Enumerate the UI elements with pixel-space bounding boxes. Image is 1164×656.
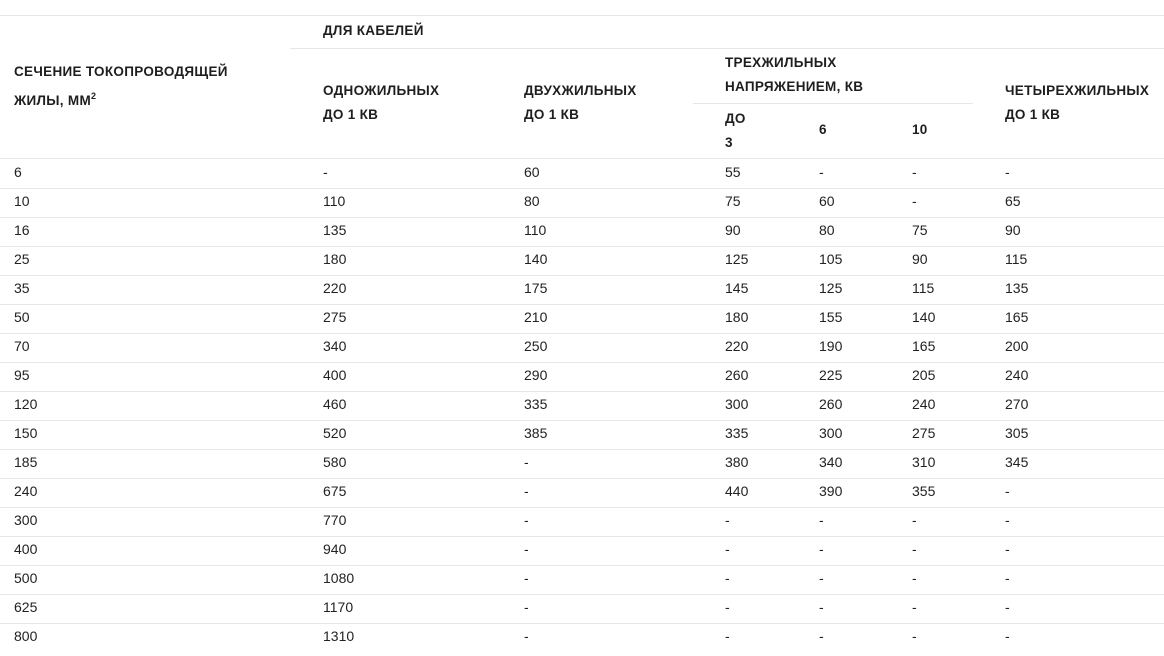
- table-cell-four-core-1kv: 65: [1005, 193, 1021, 209]
- table-cell-two-core-1kv: -: [524, 541, 529, 557]
- table-cell-three-core-3kv: -: [725, 570, 730, 586]
- two-core-header-line2: ДО 1 КВ: [524, 107, 580, 122]
- four-core-header-line1: ЧЕТЫРЕХЖИЛЬНЫХ: [1005, 83, 1150, 98]
- table-cell-three-core-10kv: 90: [912, 251, 928, 267]
- table-cell-three-core-10kv: -: [912, 599, 917, 615]
- table-cell-three-core-3kv: 440: [725, 483, 749, 499]
- two-core-header: [524, 79, 637, 127]
- group-header: ДЛЯ КАБЕЛЕЙ: [323, 23, 424, 38]
- table-cell-three-core-6kv: 260: [819, 396, 843, 412]
- table-cell-single-core-1kv: 1080: [323, 570, 355, 586]
- table-cell-single-core-1kv: 520: [323, 425, 347, 441]
- table-cell-three-core-3kv: -: [725, 512, 730, 528]
- table-cell-three-core-10kv: -: [912, 164, 917, 180]
- table-cell-four-core-1kv: 270: [1005, 396, 1029, 412]
- table-cell-three-core-3kv: 335: [725, 425, 749, 441]
- table-cell-four-core-1kv: -: [1005, 541, 1010, 557]
- table-cell-single-core-1kv: 1310: [323, 628, 355, 644]
- three-core-subheader-rule: [693, 103, 973, 104]
- section-header: [14, 60, 228, 113]
- table-cell-three-core-3kv: -: [725, 541, 730, 557]
- table-cell-two-core-1kv: -: [524, 454, 529, 470]
- table-cell-four-core-1kv: -: [1005, 512, 1010, 528]
- table-cell-three-core-3kv: 300: [725, 396, 749, 412]
- row-divider: [0, 246, 1164, 247]
- table-cell-single-core-1kv: 940: [323, 541, 347, 557]
- table-cell-three-core-3kv: 75: [725, 193, 741, 209]
- three-core-header: [725, 51, 863, 99]
- table-cell-three-core-6kv: 125: [819, 280, 843, 296]
- row-divider: [0, 391, 1164, 392]
- row-divider: [0, 275, 1164, 276]
- row-divider: [0, 478, 1164, 479]
- section-header-superscript: 2: [91, 91, 97, 101]
- table-cell-four-core-1kv: -: [1005, 483, 1010, 499]
- table-cell-four-core-1kv: -: [1005, 599, 1010, 615]
- row-divider: [0, 623, 1164, 624]
- table-cell-three-core-6kv: -: [819, 628, 824, 644]
- table-cell-three-core-3kv: 125: [725, 251, 749, 267]
- header-top-rule: [0, 15, 1164, 16]
- group-header-rule: [290, 48, 1164, 49]
- table-cell-three-core-3kv: 90: [725, 222, 741, 238]
- table-cell-two-core-1kv: 60: [524, 164, 540, 180]
- row-divider: [0, 217, 1164, 218]
- header-bottom-rule: [0, 158, 1164, 159]
- table-cell-section-mm2: 16: [14, 222, 30, 238]
- table-cell-single-core-1kv: -: [323, 164, 328, 180]
- table-cell-four-core-1kv: 305: [1005, 425, 1029, 441]
- table-cell-three-core-3kv: 220: [725, 338, 749, 354]
- table-cell-three-core-3kv: 55: [725, 164, 741, 180]
- two-core-header-line1: ДВУХЖИЛЬНЫХ: [524, 83, 637, 98]
- table-cell-three-core-10kv: 355: [912, 483, 936, 499]
- table-cell-section-mm2: 185: [14, 454, 38, 470]
- table-cell-three-core-10kv: 165: [912, 338, 936, 354]
- table-cell-section-mm2: 625: [14, 599, 38, 615]
- table-cell-single-core-1kv: 275: [323, 309, 347, 325]
- table-cell-single-core-1kv: 340: [323, 338, 347, 354]
- table-cell-three-core-6kv: -: [819, 164, 824, 180]
- table-cell-section-mm2: 240: [14, 483, 38, 499]
- table-cell-three-core-10kv: -: [912, 541, 917, 557]
- table-cell-two-core-1kv: 110: [524, 222, 547, 238]
- table-cell-four-core-1kv: -: [1005, 570, 1010, 586]
- table-cell-section-mm2: 10: [14, 193, 30, 209]
- table-cell-three-core-6kv: -: [819, 541, 824, 557]
- row-divider: [0, 420, 1164, 421]
- table-cell-section-mm2: 800: [14, 628, 38, 644]
- table-cell-section-mm2: 6: [14, 164, 22, 180]
- table-cell-four-core-1kv: -: [1005, 628, 1010, 644]
- table-cell-two-core-1kv: -: [524, 570, 529, 586]
- table-cell-two-core-1kv: 335: [524, 396, 548, 412]
- table-cell-three-core-3kv: 180: [725, 309, 749, 325]
- table-cell-section-mm2: 300: [14, 512, 38, 528]
- table-cell-two-core-1kv: 175: [524, 280, 548, 296]
- table-cell-three-core-6kv: 225: [819, 367, 843, 383]
- table-cell-four-core-1kv: 135: [1005, 280, 1029, 296]
- table-cell-single-core-1kv: 460: [323, 396, 347, 412]
- table-cell-three-core-6kv: -: [819, 599, 824, 615]
- table-cell-section-mm2: 150: [14, 425, 38, 441]
- table-cell-four-core-1kv: 90: [1005, 222, 1021, 238]
- table-cell-two-core-1kv: 140: [524, 251, 548, 267]
- three-core-sub-header-6kv: 6: [819, 122, 827, 137]
- section-header-line1: СЕЧЕНИЕ ТОКОПРОВОДЯЩЕЙ: [14, 64, 228, 79]
- table-cell-section-mm2: 35: [14, 280, 30, 296]
- three-core-header-line1: ТРЕХЖИЛЬНЫХ: [725, 55, 837, 70]
- row-divider: [0, 536, 1164, 537]
- table-cell-three-core-3kv: -: [725, 599, 730, 615]
- row-divider: [0, 449, 1164, 450]
- single-core-header-line1: ОДНОЖИЛЬНЫХ: [323, 83, 440, 98]
- table-cell-two-core-1kv: 210: [524, 309, 548, 325]
- section-header-line2: ЖИЛЫ, $ММ^2$: [14, 91, 97, 108]
- table-cell-single-core-1kv: 770: [323, 512, 347, 528]
- table-cell-three-core-3kv: 260: [725, 367, 749, 383]
- four-core-header: [1005, 79, 1149, 127]
- four-core-header-line2: ДО 1 КВ: [1005, 107, 1061, 122]
- table-cell-two-core-1kv: -: [524, 599, 529, 615]
- table-cell-single-core-1kv: 180: [323, 251, 347, 267]
- table-cell-two-core-1kv: 385: [524, 425, 548, 441]
- table-cell-three-core-10kv: -: [912, 628, 917, 644]
- three-core-header-line2: НАПРЯЖЕНИЕМ, КВ: [725, 79, 864, 94]
- table-cell-three-core-10kv: 240: [912, 396, 936, 412]
- table-cell-section-mm2: 500: [14, 570, 38, 586]
- table-cell-section-mm2: 400: [14, 541, 38, 557]
- table-cell-section-mm2: 25: [14, 251, 30, 267]
- table-cell-three-core-6kv: 80: [819, 222, 835, 238]
- table-cell-three-core-6kv: 390: [819, 483, 843, 499]
- table-cell-section-mm2: 70: [14, 338, 30, 354]
- row-divider: [0, 188, 1164, 189]
- row-divider: [0, 565, 1164, 566]
- table-cell-three-core-3kv: -: [725, 628, 730, 644]
- row-divider: [0, 507, 1164, 508]
- table-cell-section-mm2: 95: [14, 367, 30, 383]
- table-cell-section-mm2: 50: [14, 309, 30, 325]
- table-cell-three-core-10kv: 115: [912, 280, 935, 296]
- single-core-header: [323, 79, 439, 127]
- table-cell-three-core-6kv: 105: [819, 251, 843, 267]
- table-cell-three-core-3kv: 145: [725, 280, 749, 296]
- table-cell-three-core-6kv: 300: [819, 425, 843, 441]
- table-cell-three-core-10kv: 75: [912, 222, 928, 238]
- table-cell-two-core-1kv: -: [524, 512, 529, 528]
- three-core-sub-header-3kv: [725, 107, 746, 155]
- table-cell-three-core-6kv: -: [819, 512, 824, 528]
- table-cell-three-core-10kv: 310: [912, 454, 936, 470]
- table-cell-three-core-10kv: -: [912, 570, 917, 586]
- table-cell-four-core-1kv: 345: [1005, 454, 1029, 470]
- table-cell-single-core-1kv: 220: [323, 280, 347, 296]
- table-cell-four-core-1kv: 240: [1005, 367, 1029, 383]
- table-cell-three-core-6kv: 155: [819, 309, 843, 325]
- table-cell-single-core-1kv: 1170: [323, 599, 354, 615]
- table-cell-three-core-6kv: 340: [819, 454, 843, 470]
- table-cell-three-core-10kv: 205: [912, 367, 936, 383]
- table-cell-single-core-1kv: 110: [323, 193, 346, 209]
- row-divider: [0, 362, 1164, 363]
- table-cell-three-core-3kv: 380: [725, 454, 749, 470]
- table-cell-single-core-1kv: 675: [323, 483, 347, 499]
- table-cell-four-core-1kv: 200: [1005, 338, 1029, 354]
- table-cell-three-core-6kv: -: [819, 570, 824, 586]
- table-cell-four-core-1kv: 115: [1005, 251, 1028, 267]
- table-cell-single-core-1kv: 400: [323, 367, 347, 383]
- three-core-sub-header-3kv-line2: 3: [725, 135, 733, 150]
- table-cell-single-core-1kv: 135: [323, 222, 347, 238]
- table-cell-three-core-6kv: 190: [819, 338, 843, 354]
- table-cell-three-core-10kv: -: [912, 193, 917, 209]
- table-cell-four-core-1kv: 165: [1005, 309, 1029, 325]
- table-cell-two-core-1kv: 80: [524, 193, 540, 209]
- table-cell-two-core-1kv: 250: [524, 338, 548, 354]
- table-cell-two-core-1kv: -: [524, 628, 529, 644]
- row-divider: [0, 304, 1164, 305]
- table-cell-single-core-1kv: 580: [323, 454, 347, 470]
- table-cell-four-core-1kv: -: [1005, 164, 1010, 180]
- table-cell-three-core-6kv: 60: [819, 193, 835, 209]
- table-cell-section-mm2: 120: [14, 396, 38, 412]
- row-divider: [0, 594, 1164, 595]
- three-core-sub-header-10kv: 10: [912, 122, 928, 137]
- three-core-sub-header-3kv-line1: ДО: [725, 111, 746, 126]
- row-divider: [0, 333, 1164, 334]
- table-cell-three-core-10kv: 140: [912, 309, 936, 325]
- single-core-header-line2: ДО 1 КВ: [323, 107, 379, 122]
- table-cell-two-core-1kv: -: [524, 483, 529, 499]
- table-cell-three-core-10kv: 275: [912, 425, 936, 441]
- table-cell-two-core-1kv: 290: [524, 367, 548, 383]
- table-cell-three-core-10kv: -: [912, 512, 917, 528]
